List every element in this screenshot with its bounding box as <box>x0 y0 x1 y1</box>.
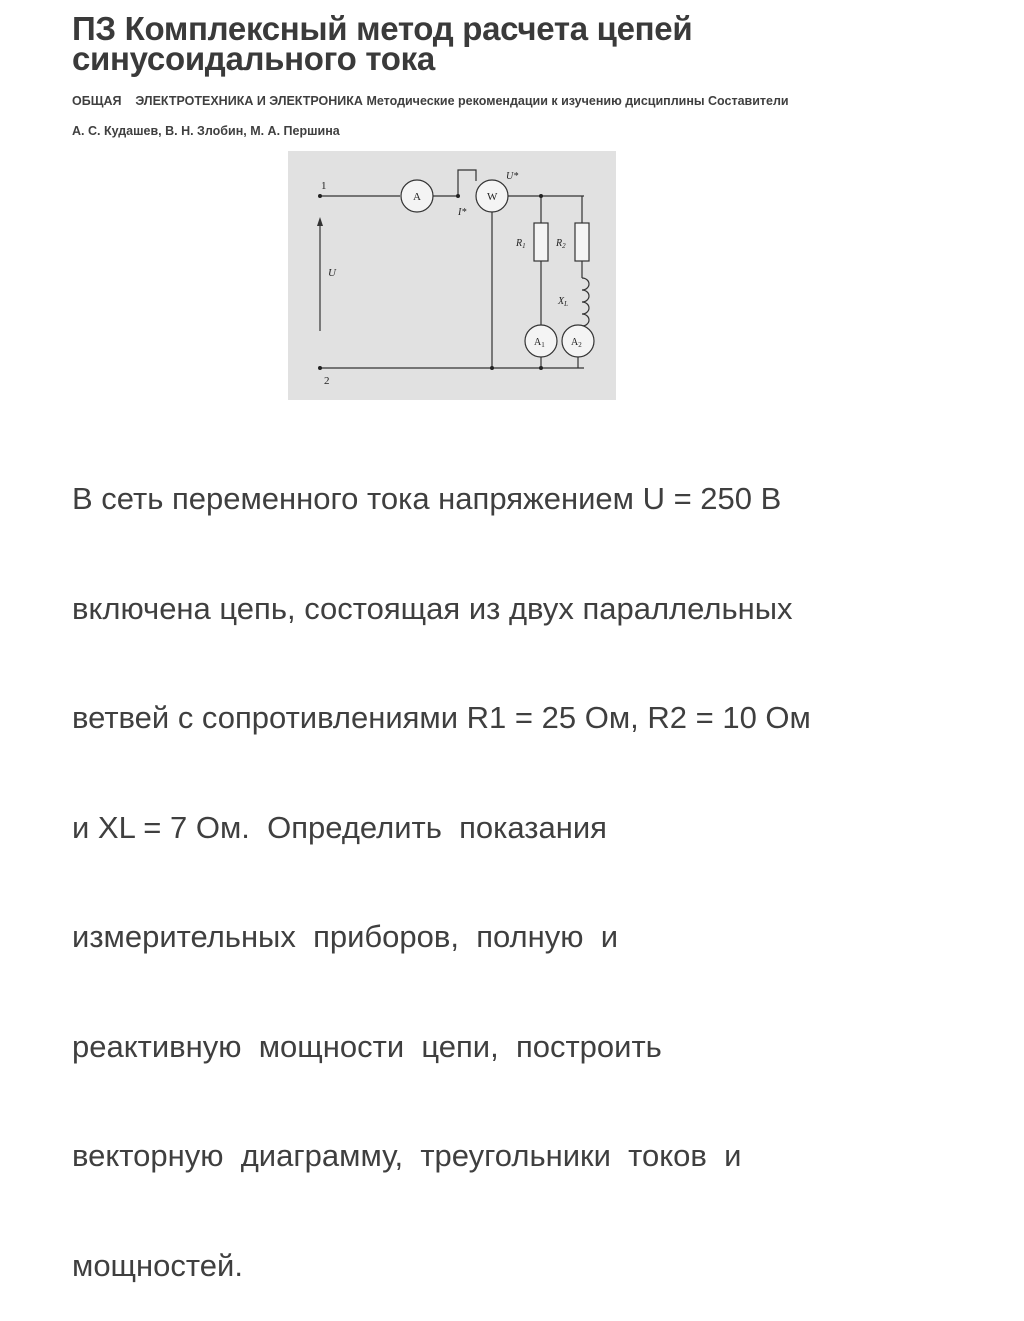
subtitle-authors: А. С. Кудашев, В. Н. Злобин, М. А. Першина <box>72 124 340 138</box>
problem-line: ветвей с сопротивлениями R1 = 25 Ом, R2 = 10 Ом <box>72 700 811 735</box>
xl-label: $X_L$ <box>558 296 569 308</box>
problem-line: реактивную мощности цепи, построить <box>72 1028 662 1064</box>
circuit-diagram <box>288 151 616 400</box>
r1-label: $R_1$ <box>516 238 526 250</box>
subtitle-part-2: ЭЛЕКТРОТЕХНИКА И ЭЛЕКТРОНИКА <box>135 94 363 108</box>
r2-label: $R_2$ <box>556 238 566 250</box>
problem-line: включена цепь, состоящая из двух параллельных <box>72 590 793 626</box>
title-line-2: синусоидального тока <box>72 40 435 77</box>
problem-line: измерительных приборов, полную и <box>72 919 619 954</box>
problem-text <box>72 408 972 1321</box>
wattmeter-label: W <box>487 191 498 203</box>
voltage-arrow-head <box>317 217 323 226</box>
a1-label: $A_1$ <box>534 337 545 349</box>
terminal-1-label: 1 <box>321 180 327 192</box>
subtitle-part-1: ОБЩАЯ <box>72 94 122 108</box>
a2-label: $A_2$ <box>571 337 582 349</box>
problem-line: В сеть переменного тока напряжением U = 250 В <box>72 481 782 516</box>
i-star-label: I* <box>458 207 467 218</box>
slide-subtitle <box>72 86 972 146</box>
slide-title <box>72 10 972 77</box>
terminal-1-dot <box>318 194 322 198</box>
wattmeter-voltage-lead <box>458 170 476 196</box>
circuit-svg <box>288 151 616 400</box>
terminal-2-dot <box>318 366 322 370</box>
u-star-label: U* <box>506 171 519 182</box>
junction-dot <box>456 194 460 198</box>
inductor-xl <box>582 278 589 326</box>
voltage-label: U <box>328 267 336 279</box>
resistor-r2 <box>575 223 589 261</box>
junction-dot <box>539 366 543 370</box>
title-line-1: ПЗ Комплексный метод расчета цепей <box>72 10 693 47</box>
problem-line: мощностей. <box>72 1247 243 1283</box>
ammeter-label: A <box>413 191 421 203</box>
subtitle-part-3: Методические рекомендации к изучению дисциплины Составители <box>366 94 789 108</box>
problem-line: векторную диаграмму, треугольники токов и <box>72 1138 742 1173</box>
resistor-r1 <box>534 223 548 261</box>
junction-dot <box>490 366 494 370</box>
junction-dot <box>539 194 543 198</box>
problem-line: и XL = 7 Ом. Определить показания <box>72 809 607 845</box>
terminal-2-label: 2 <box>324 375 330 387</box>
